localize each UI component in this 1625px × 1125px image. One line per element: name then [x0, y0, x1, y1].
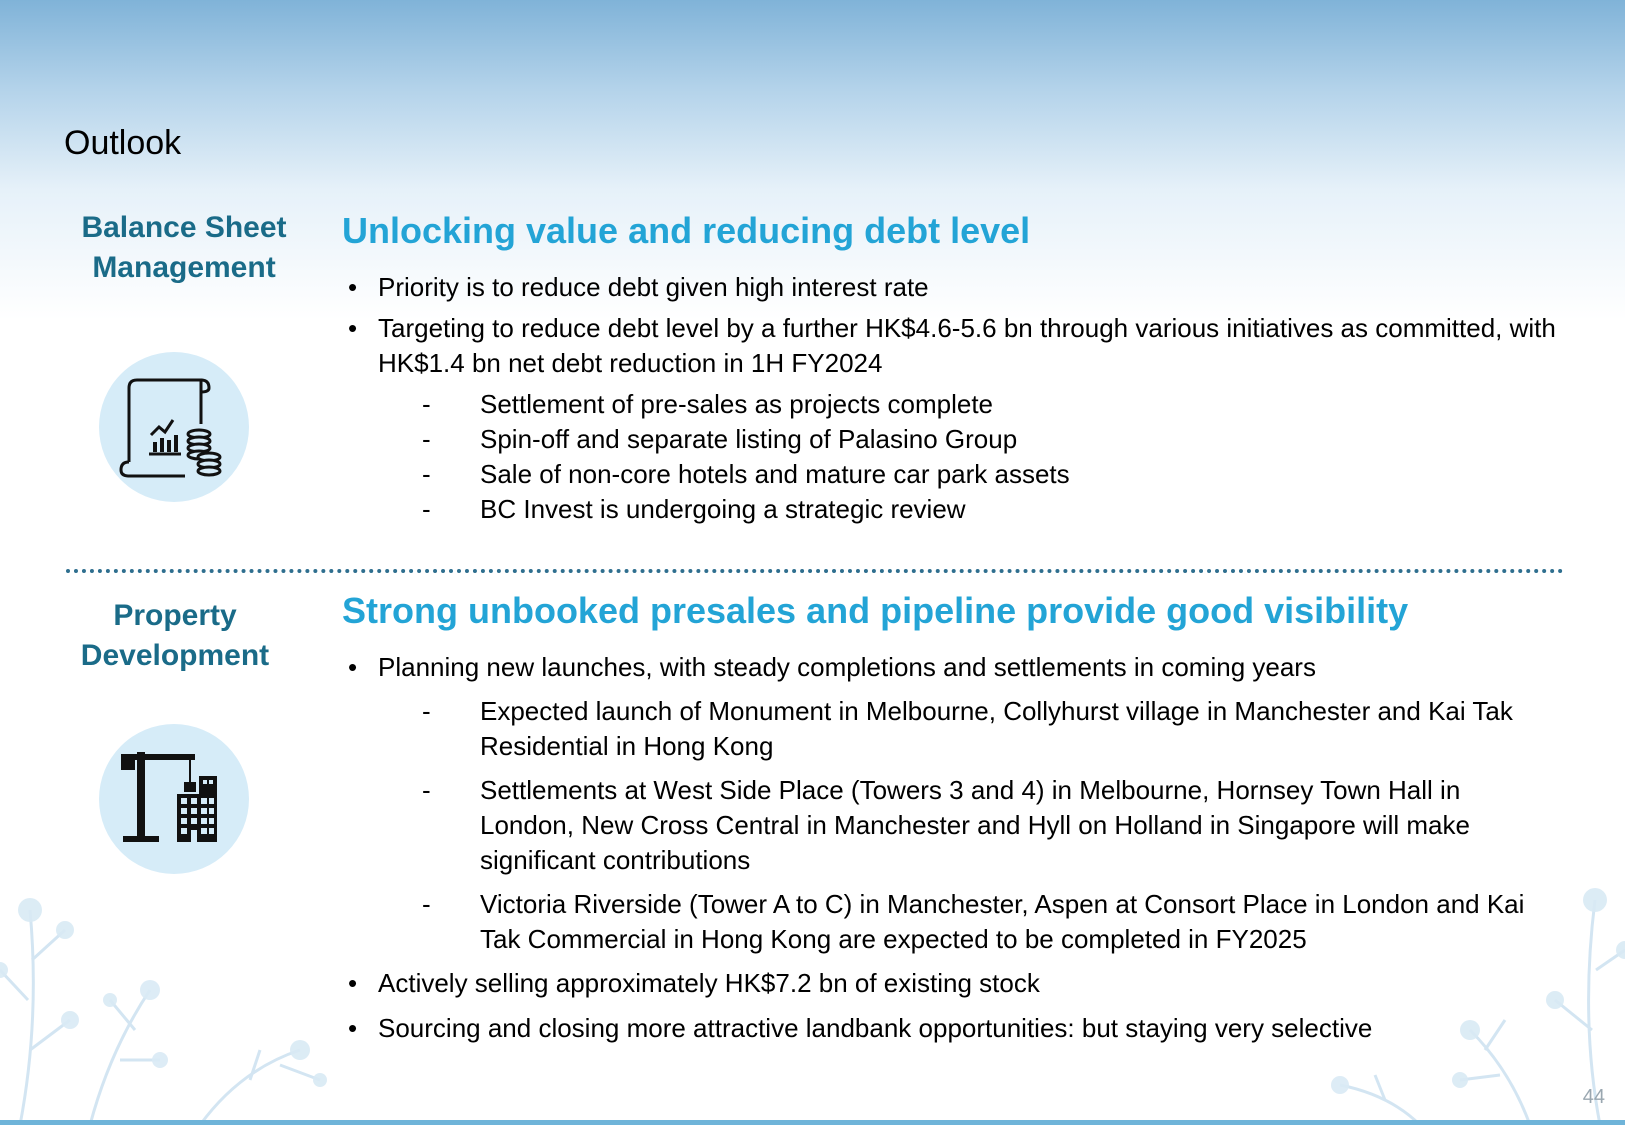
sub-bullet-text: Sale of non-core hotels and mature car park assets — [480, 459, 1070, 489]
sub-bullet-item — [348, 694, 1558, 764]
sub-bullet-text: Expected launch of Monument in Melbourne, Collyhurst village in Manchester and Kai Tak Residential in Hong Kong — [480, 696, 1513, 761]
sub-bullet-text: Victoria Riverside (Tower A to C) in Manchester, Aspen at Consort Place in London and Kai Tak Commercial in Hong Kong are expected to be completed in FY2025 — [480, 889, 1525, 954]
bullet-marker: • — [348, 1013, 358, 1043]
section-divider — [66, 569, 1564, 573]
sub-bullet-item — [348, 492, 1558, 527]
bullet-text: Sourcing and closing more attractive landbank opportunities: but staying very selective — [378, 1013, 1373, 1043]
sub-bullet-item — [348, 887, 1558, 957]
section-heading-property-development: Strong unbooked presales and pipeline provide good visibility — [342, 590, 1409, 631]
section-label-line: Development — [80, 639, 270, 672]
bullet-marker: • — [348, 652, 358, 682]
section-label-line: Balance Sheet — [81, 211, 287, 244]
dash-marker: - — [422, 775, 431, 805]
crane-building-icon — [99, 724, 249, 874]
dash-marker: - — [422, 424, 431, 454]
dash-marker: - — [422, 389, 431, 419]
bullet-list-balance-sheet — [348, 270, 1558, 527]
bullet-item — [348, 1011, 1558, 1046]
section-label-line: Management — [92, 251, 276, 284]
dash-marker: - — [422, 889, 431, 919]
bullet-marker: • — [348, 272, 358, 302]
bullet-item — [348, 311, 1558, 381]
sub-bullet-item — [348, 773, 1558, 878]
bullet-text: Priority is to reduce debt given high interest rate — [378, 272, 929, 302]
sub-bullet-item — [348, 457, 1558, 492]
left-foliage-decoration — [0, 870, 340, 1125]
section-label-property-development — [55, 596, 295, 676]
bullet-item — [348, 966, 1558, 1001]
sub-bullet-text: BC Invest is undergoing a strategic review — [480, 494, 966, 524]
bullet-text: Targeting to reduce debt level by a further HK$4.6-5.6 bn through various initiatives as committed, with HK$1.4 bn net debt reduction in 1H FY2024 — [378, 313, 1556, 378]
section-label-balance-sheet — [55, 208, 313, 288]
dash-marker: - — [422, 494, 431, 524]
bullet-item — [348, 650, 1558, 685]
bullet-text: Actively selling approximately HK$7.2 bn of existing stock — [378, 968, 1040, 998]
bullet-item — [348, 270, 1558, 305]
bullet-marker: • — [348, 313, 358, 343]
page-number: 44 — [1582, 1086, 1605, 1108]
bullet-text: Planning new launches, with steady completions and settlements in coming years — [378, 652, 1316, 682]
sub-bullet-item — [348, 422, 1558, 457]
bottom-accent-bar — [0, 1120, 1625, 1125]
financial-document-coins-icon — [99, 352, 249, 502]
dash-marker: - — [422, 459, 431, 489]
sub-bullet-text: Spin-off and separate listing of Palasino Group — [480, 424, 1018, 454]
bullet-list-property-development — [348, 650, 1558, 1046]
sub-bullet-text: Settlements at West Side Place (Towers 3 and 4) in Melbourne, Hornsey Town Hall in London, New Cross Central in Manchester and Hyll on Holland in Singapore will make significant contributions — [480, 775, 1470, 875]
section-label-line: Property — [113, 599, 237, 632]
bullet-marker: • — [348, 968, 358, 998]
dash-marker: - — [422, 696, 431, 726]
page-title: Outlook — [64, 124, 182, 162]
sub-bullet-text: Settlement of pre-sales as projects complete — [480, 389, 994, 419]
sub-bullet-item — [348, 387, 1558, 422]
section-heading-balance-sheet: Unlocking value and reducing debt level — [342, 210, 1031, 251]
